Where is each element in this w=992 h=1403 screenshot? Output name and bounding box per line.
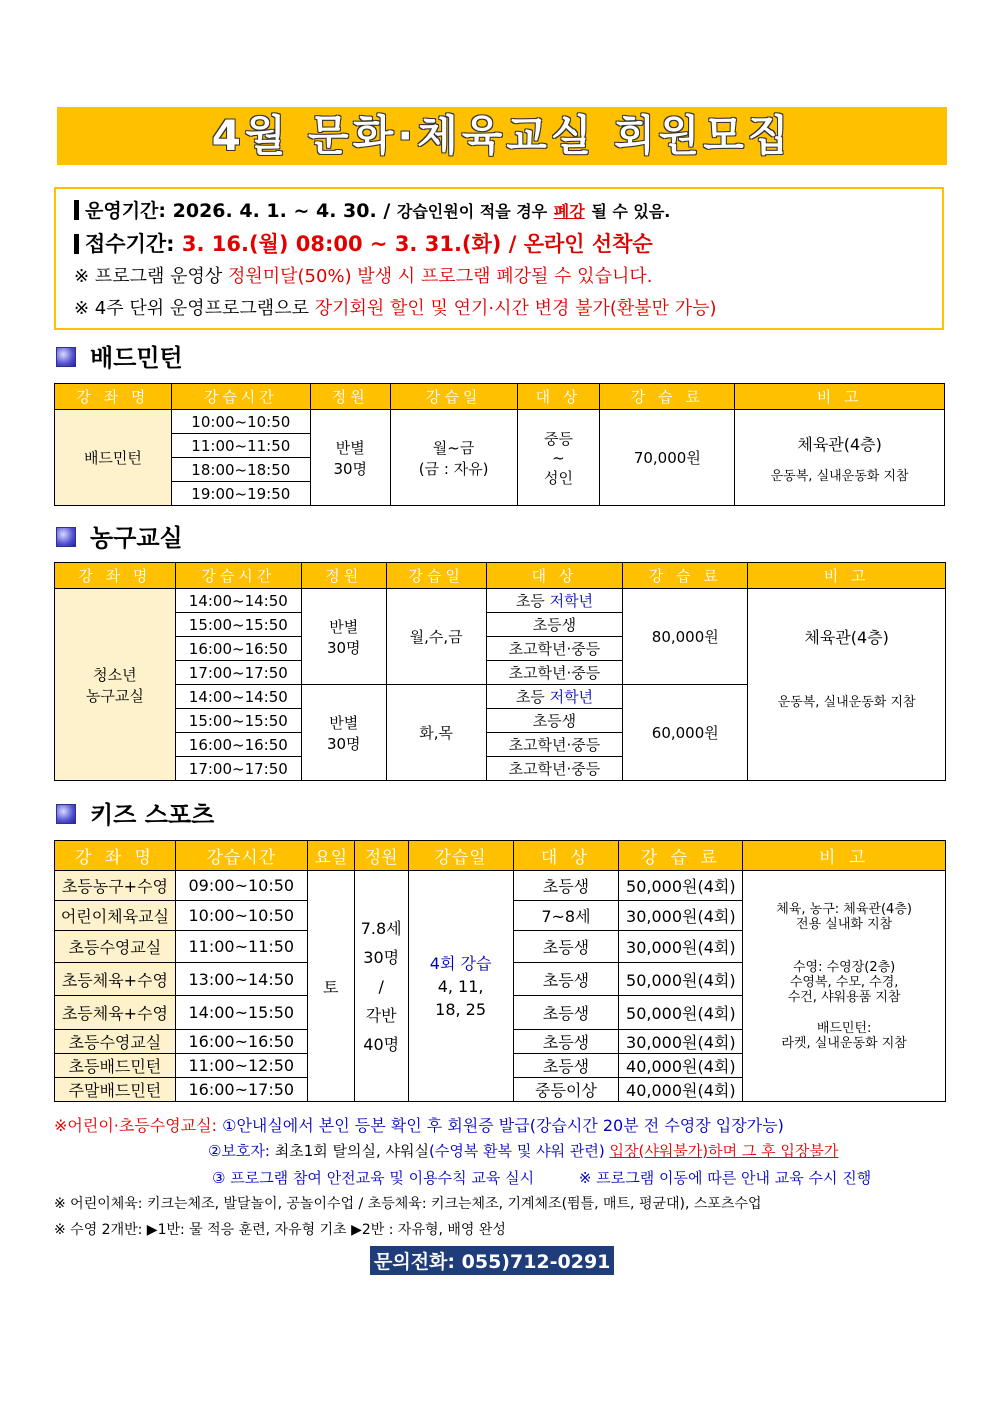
course-name: 초등체육+수영: [55, 963, 176, 996]
target-cell: 초등생: [513, 1030, 619, 1054]
header-cell: 강습일: [390, 384, 517, 410]
time-cell: 14:00~14:50: [175, 589, 301, 613]
target-cell: 7~8세: [513, 901, 619, 931]
note-line: 라켓, 실내운동화 지참: [781, 1035, 907, 1051]
note-line: 체육관(4층): [797, 434, 882, 454]
notice-line-2: [74, 293, 942, 325]
target-cell: 초고학년·중등: [486, 757, 623, 781]
period-label: 운영기간:: [85, 200, 167, 222]
target-line: ~: [552, 448, 565, 467]
header-cell: 강 습 료: [619, 841, 743, 871]
target-cell: 초등생: [486, 709, 623, 733]
lessons-line: 4회 강습: [429, 953, 492, 973]
fee-cell: 80,000원: [623, 589, 748, 685]
course-name: 어린이체육교실: [55, 901, 176, 931]
target-cell: [486, 685, 623, 709]
notice-2-text: ※ 4주 단위 운영프로그램으로: [74, 298, 309, 319]
section-heading: 키즈 스포츠: [90, 801, 215, 829]
capacity-line: 반별: [329, 713, 359, 732]
capacity-cell: [301, 685, 386, 781]
days-cell: [390, 410, 517, 506]
header-cell: 대 상: [486, 563, 623, 589]
note-cell: 운동복, 실내운동화 지참: [748, 685, 946, 781]
course-name: 초등체육+수영: [55, 996, 176, 1030]
lessons-line: 18, 25: [435, 999, 487, 1019]
time-cell: 17:00~17:50: [175, 661, 301, 685]
fee-cell: 30,000원(4회): [619, 1030, 743, 1054]
table-header-row: [55, 841, 946, 871]
course-name: 배드민턴: [55, 410, 172, 506]
time-cell: 18:00~18:50: [171, 458, 310, 482]
registration-line: [74, 228, 942, 261]
title-banner: [57, 107, 947, 165]
target-cell: 초등생: [513, 931, 619, 963]
target-cell: 중등이상: [513, 1078, 619, 1102]
header-cell: 강 좌 명: [55, 563, 176, 589]
target-text: 초등: [515, 592, 545, 610]
header-cell: 강습시간: [175, 841, 307, 871]
target-cell: 초등생: [486, 613, 623, 637]
table-row: [55, 871, 946, 901]
section-basketball: [56, 522, 183, 554]
table-row: [55, 685, 946, 709]
footer-note-3: [212, 1167, 871, 1188]
target-cell: 초고학년·중등: [486, 637, 623, 661]
time-cell: 11:00~11:50: [175, 931, 307, 963]
target-line: 성인: [543, 468, 573, 487]
header-cell: 비 고: [743, 841, 946, 871]
fee-cell: 50,000원(4회): [619, 996, 743, 1030]
note-cell: 체육관(4층): [748, 589, 946, 685]
section-kids-sports: [56, 799, 214, 831]
course-name: 초등배드민턴: [55, 1054, 176, 1078]
note-text-red: 입장(샤워불가)하며 그 후 입장불가: [609, 1142, 839, 1160]
target-cell: 초등생: [513, 1054, 619, 1078]
capacity-line: 각반: [365, 1005, 397, 1025]
page-title: 4월 문화·체육교실 회원모집: [211, 111, 793, 160]
table-row: [55, 410, 945, 434]
header-cell: 강 습 료: [623, 563, 748, 589]
period-value: 2026. 4. 1. ~ 4. 30. /: [172, 200, 391, 222]
header-cell: 정원: [354, 841, 408, 871]
header-cell: 강습시간: [175, 563, 301, 589]
note-line: 전용 실내화 지참: [796, 916, 893, 932]
period-note-closed: 폐강: [553, 202, 585, 221]
time-cell: 16:00~16:50: [175, 733, 301, 757]
fee-cell: 30,000원(4회): [619, 901, 743, 931]
note-text: ①안내실에서 본인 등본 확인 후 회원증 발급: [222, 1116, 530, 1135]
registration-value: 3. 16.(월) 08:00 ~ 3. 31.(화) / 온라인 선착순: [181, 232, 653, 256]
header-cell: 대 상: [513, 841, 619, 871]
header-cell: 강습시간: [171, 384, 310, 410]
header-cell: 비 고: [735, 384, 945, 410]
lessons-line: 4, 11,: [437, 976, 484, 996]
period-line: [74, 195, 942, 228]
course-name: 초등농구+수영: [55, 871, 176, 901]
header-cell: 강습일: [408, 841, 513, 871]
capacity-cell: [354, 871, 408, 1102]
capacity-cell: [310, 410, 390, 506]
target-text-blue: 저학년: [549, 688, 594, 706]
bullet-square-icon: [56, 347, 76, 367]
footer-note-1: [54, 1113, 784, 1136]
course-name-line: 청소년: [93, 665, 137, 684]
header-cell: 정원: [301, 563, 386, 589]
note-text: 최초1회 탈의실, 샤워실: [274, 1142, 430, 1160]
header-cell: 강습일: [386, 563, 486, 589]
table-header-row: [55, 384, 945, 410]
header-cell: 강 좌 명: [55, 841, 176, 871]
fee-cell: 30,000원(4회): [619, 931, 743, 963]
basketball-table: [54, 562, 946, 781]
header-cell: 비 고: [748, 563, 946, 589]
capacity-line: /: [378, 976, 384, 996]
capacity-line: 40명: [363, 1034, 400, 1054]
time-cell: 15:00~15:50: [175, 709, 301, 733]
header-cell: 강 습 료: [600, 384, 735, 410]
capacity-cell: [301, 589, 386, 685]
time-cell: 11:00~12:50: [175, 1054, 307, 1078]
target-cell: 초고학년·중등: [486, 733, 623, 757]
days-cell: 월,수,금: [386, 589, 486, 685]
time-cell: 19:00~19:50: [171, 482, 310, 506]
contact-phone: 문의전화: 055)712-0291: [370, 1246, 614, 1275]
time-cell: 14:00~15:50: [175, 996, 307, 1030]
fee-cell: 50,000원(4회): [619, 871, 743, 901]
note-text: ※ 프로그램 이동에 따른 안내 교육 수시 진행: [578, 1169, 872, 1187]
target-text: 초등: [515, 688, 545, 706]
lessons-cell: [408, 871, 513, 1102]
note-text: (수영복 환복 및 샤워 관련): [429, 1142, 605, 1160]
capacity-line: 반별: [335, 438, 365, 457]
notice-2-red: 장기회원 할인 및 연기·시간 변경 불가(환불만 가능): [314, 298, 717, 319]
capacity-line: 7.8세: [360, 918, 402, 938]
time-cell: 17:00~17:50: [175, 757, 301, 781]
target-line: 중등: [543, 429, 573, 448]
note-cell: [743, 871, 946, 1102]
time-cell: 09:00~10:50: [175, 871, 307, 901]
note-text: (강습시간 20분 전 수영장 입장가능): [529, 1116, 784, 1135]
time-cell: 16:00~17:50: [175, 1078, 307, 1102]
notice-line-1: [74, 261, 942, 293]
bullet-bar: [74, 234, 79, 254]
footer-note-2: [208, 1140, 838, 1161]
note-line: 수영: 수영장(2층): [792, 959, 896, 975]
target-cell: 초고학년·중등: [486, 661, 623, 685]
fee-cell: 50,000원(4회): [619, 963, 743, 996]
section-heading: 배드민턴: [90, 344, 183, 372]
notice-1-red: 정원미달(50%) 발생 시 프로그램 폐강될 수 있습니다.: [227, 266, 653, 287]
time-cell: 16:00~16:50: [175, 637, 301, 661]
note-line: 체육, 농구: 체육관(4층): [776, 901, 912, 917]
time-cell: 14:00~14:50: [175, 685, 301, 709]
registration-label: 접수기간:: [85, 232, 175, 256]
section-badminton: [56, 342, 183, 374]
header-cell: 강 좌 명: [55, 384, 172, 410]
fee-cell: 60,000원: [623, 685, 748, 781]
target-cell: 초등생: [513, 871, 619, 901]
header-cell: 요일: [307, 841, 354, 871]
capacity-line: 30명: [333, 459, 368, 478]
days-cell: 화,목: [386, 685, 486, 781]
note-line: 수영복, 수모, 수경,: [789, 974, 899, 990]
header-cell: 대 상: [517, 384, 600, 410]
note-line: 수건, 샤워용품 지참: [787, 989, 901, 1005]
period-note-end: 될 수 있음.: [591, 202, 671, 221]
fee-cell: 40,000원(4회): [619, 1078, 743, 1102]
capacity-line: 30명: [326, 638, 361, 657]
fee-cell: 40,000원(4회): [619, 1054, 743, 1078]
note-cell: [735, 410, 945, 506]
course-name: 초등수영교실: [55, 931, 176, 963]
capacity-line: 반별: [329, 617, 359, 636]
note-text: ③ 프로그램 참여 안전교육 및 이용수칙 교육 실시: [212, 1169, 535, 1187]
time-cell: 16:00~16:50: [175, 1030, 307, 1054]
time-cell: 15:00~15:50: [175, 613, 301, 637]
day-cell: 토: [307, 871, 354, 1102]
target-cell: 초등생: [513, 963, 619, 996]
capacity-line: 30명: [363, 947, 400, 967]
course-name: 주말배드민턴: [55, 1078, 176, 1102]
course-name: [55, 589, 176, 781]
footer-note-5: ※ 수영 2개반: ▶1반: 물 적응 훈련, 자유형 기초 ▶2반 : 자유형, 배영 완성: [54, 1222, 506, 1238]
note-label: ②보호자:: [208, 1142, 270, 1160]
days-line: 월~금: [432, 438, 475, 457]
bullet-square-icon: [56, 527, 76, 547]
target-cell: [486, 589, 623, 613]
bullet-square-icon: [56, 804, 76, 824]
target-text-blue: 저학년: [549, 592, 594, 610]
table-header-row: [55, 563, 946, 589]
info-box: [54, 187, 944, 330]
capacity-line: 30명: [326, 734, 361, 753]
time-cell: 10:00~10:50: [171, 410, 310, 434]
course-name-line: 농구교실: [85, 686, 144, 705]
notice-1-text: ※ 프로그램 운영상: [74, 266, 223, 287]
footer-note-4: ※ 어린이체육: 키크는체조, 발달놀이, 공놀이수업 / 초등체육: 키크는체조, 기계체조(뜀틀, 매트, 평균대), 스포츠수업: [54, 1196, 762, 1212]
period-note: 강습인원이 적을 경우: [396, 202, 548, 221]
kids-table: [54, 840, 946, 1102]
note-line: 운동복, 실내운동화 지참: [770, 468, 909, 484]
badminton-table: [54, 383, 945, 506]
course-name: 초등수영교실: [55, 1030, 176, 1054]
target-cell: 초등생: [513, 996, 619, 1030]
bullet-bar: [74, 200, 79, 220]
time-cell: 13:00~14:50: [175, 963, 307, 996]
time-cell: 10:00~10:50: [175, 901, 307, 931]
fee-cell: 70,000원: [600, 410, 735, 506]
header-cell: 정원: [310, 384, 390, 410]
target-cell: [517, 410, 600, 506]
table-row: [55, 589, 946, 613]
note-label: ※어린이·초등수영교실:: [54, 1116, 217, 1135]
note-line: 배드민턴:: [816, 1020, 872, 1036]
time-cell: 11:00~11:50: [171, 434, 310, 458]
section-heading: 농구교실: [90, 524, 183, 552]
days-line: (금 : 자유): [418, 459, 489, 478]
